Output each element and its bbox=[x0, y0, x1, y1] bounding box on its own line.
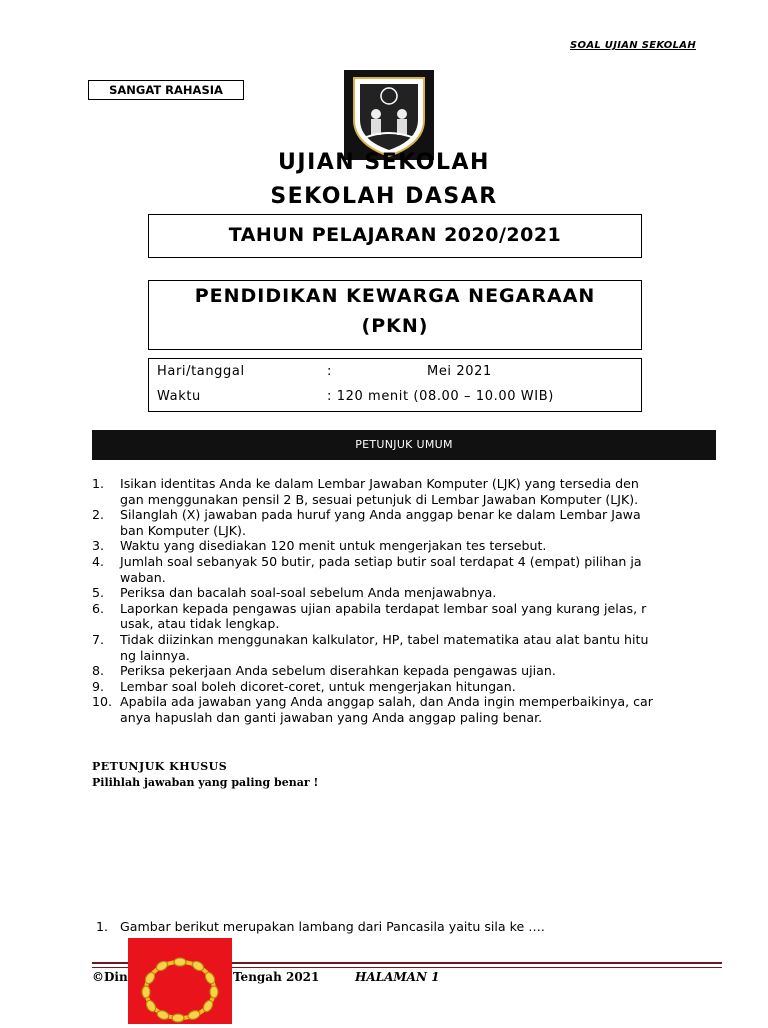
date-row bbox=[157, 364, 637, 384]
time-row bbox=[157, 389, 637, 409]
instruction-text: Tidak diizinkan menggunakan kalkulator, HP, tabel matematika atau alat bantu hitu bbox=[120, 631, 649, 647]
instruction-item bbox=[92, 663, 712, 679]
academic-year: TAHUN PELAJARAN 2020/2021 bbox=[148, 214, 642, 258]
time-label: Waktu bbox=[157, 389, 201, 404]
instruction-text: Periksa pekerjaan Anda sebelum diserahkan kepada pengawas ujian. bbox=[120, 663, 556, 679]
instruction-number: 6. bbox=[92, 600, 105, 616]
secret-label: SANGAT RAHASIA bbox=[88, 80, 244, 100]
date-label: Hari/tanggal bbox=[157, 364, 245, 379]
general-instructions-heading: PETUNJUK UMUM bbox=[92, 430, 716, 460]
instruction-item bbox=[92, 679, 712, 695]
general-instructions-list bbox=[92, 476, 712, 726]
regional-emblem-logo bbox=[344, 70, 434, 160]
instruction-item bbox=[92, 601, 712, 632]
instruction-text: Silanglah (X) jawaban pada huruf yang Anda anggap benar ke dalam Lembar Jawa bbox=[120, 507, 641, 523]
footer-page-number: HALAMAN 1 bbox=[355, 970, 440, 984]
school-level-title: SEKOLAH DASAR bbox=[270, 184, 498, 209]
subject-abbreviation: (PKN) bbox=[361, 315, 429, 337]
special-instructions-text: Pilihlah jawaban yang paling benar ! bbox=[92, 776, 319, 789]
instruction-item bbox=[92, 476, 712, 507]
instruction-number: 9. bbox=[92, 678, 105, 694]
instruction-text: Periksa dan bacalah soal-soal sebelum Anda menjawabnya. bbox=[120, 585, 497, 601]
date-value: Mei 2021 bbox=[427, 364, 492, 379]
instruction-text: Isikan identitas Anda ke dalam Lembar Jawaban Komputer (LJK) yang tersedia den bbox=[120, 476, 639, 491]
instruction-number: 10. bbox=[92, 694, 113, 710]
instruction-number: 1. bbox=[92, 476, 105, 491]
instruction-text: Jumlah soal sebanyak 50 butir, pada setiap butir soal terdapat 4 (empat) pilihan ja bbox=[120, 553, 642, 569]
instruction-item bbox=[92, 538, 712, 554]
instruction-number: 5. bbox=[92, 585, 105, 601]
instruction-number: 8. bbox=[92, 663, 105, 679]
footer-copyright: ©Din bbox=[92, 970, 128, 984]
instruction-text: Laporkan kepada pengawas ujian apabila terdapat lembar soal yang kurang jelas, r bbox=[120, 600, 647, 616]
instruction-text: Lembar soal boleh dicoret-coret, untuk mengerjakan hitungan. bbox=[120, 678, 516, 694]
exam-info-box bbox=[148, 358, 642, 412]
gold-chain-icon bbox=[128, 938, 232, 1024]
subject-box bbox=[148, 280, 642, 350]
instruction-item bbox=[92, 585, 712, 601]
instruction-text-continued: usak, atau tidak lengkap. bbox=[120, 616, 280, 632]
instruction-text-continued: waban. bbox=[120, 569, 166, 585]
question-text: Gambar berikut merupakan lambang dari Pancasila yaitu sila ke …. bbox=[120, 919, 545, 934]
subject-name: PENDIDIKAN KEWARGA NEGARAAN bbox=[194, 285, 596, 307]
footer-region-year: Tengah 2021 bbox=[233, 970, 320, 984]
question-number: 1. bbox=[96, 919, 109, 934]
instruction-number: 3. bbox=[92, 538, 105, 554]
date-colon: : bbox=[327, 364, 332, 379]
instruction-text: Apabila ada jawaban yang Anda anggap salah, dan Anda ingin memperbaikinya, car bbox=[120, 694, 653, 710]
instruction-item bbox=[92, 507, 712, 538]
special-instructions-heading: PETUNJUK KHUSUS bbox=[92, 760, 228, 773]
instruction-number: 4. bbox=[92, 553, 105, 569]
instruction-text-continued: ban Komputer (LJK). bbox=[120, 522, 246, 538]
instruction-item bbox=[92, 632, 712, 663]
instruction-text-continued: ng lainnya. bbox=[120, 647, 190, 663]
instruction-text-continued: gan menggunakan pensil 2 B, sesuai petunjuk di Lembar Jawaban Komputer (LJK). bbox=[120, 491, 639, 507]
time-value: : 120 menit (08.00 – 10.00 WIB) bbox=[327, 389, 554, 404]
exam-title: UJIAN SEKOLAH bbox=[278, 150, 490, 175]
instruction-text: Waktu yang disediakan 120 menit untuk mengerjakan tes tersebut. bbox=[120, 538, 547, 554]
instruction-item bbox=[92, 694, 712, 725]
sila-emblem-image bbox=[128, 938, 232, 1024]
instruction-text-continued: anya hapuslah dan ganti jawaban yang Anda anggap paling benar. bbox=[120, 709, 543, 725]
header-tag: SOAL UJIAN SEKOLAH bbox=[570, 40, 696, 51]
instruction-number: 7. bbox=[92, 631, 105, 647]
instruction-number: 2. bbox=[92, 507, 105, 523]
instruction-item bbox=[92, 554, 712, 585]
